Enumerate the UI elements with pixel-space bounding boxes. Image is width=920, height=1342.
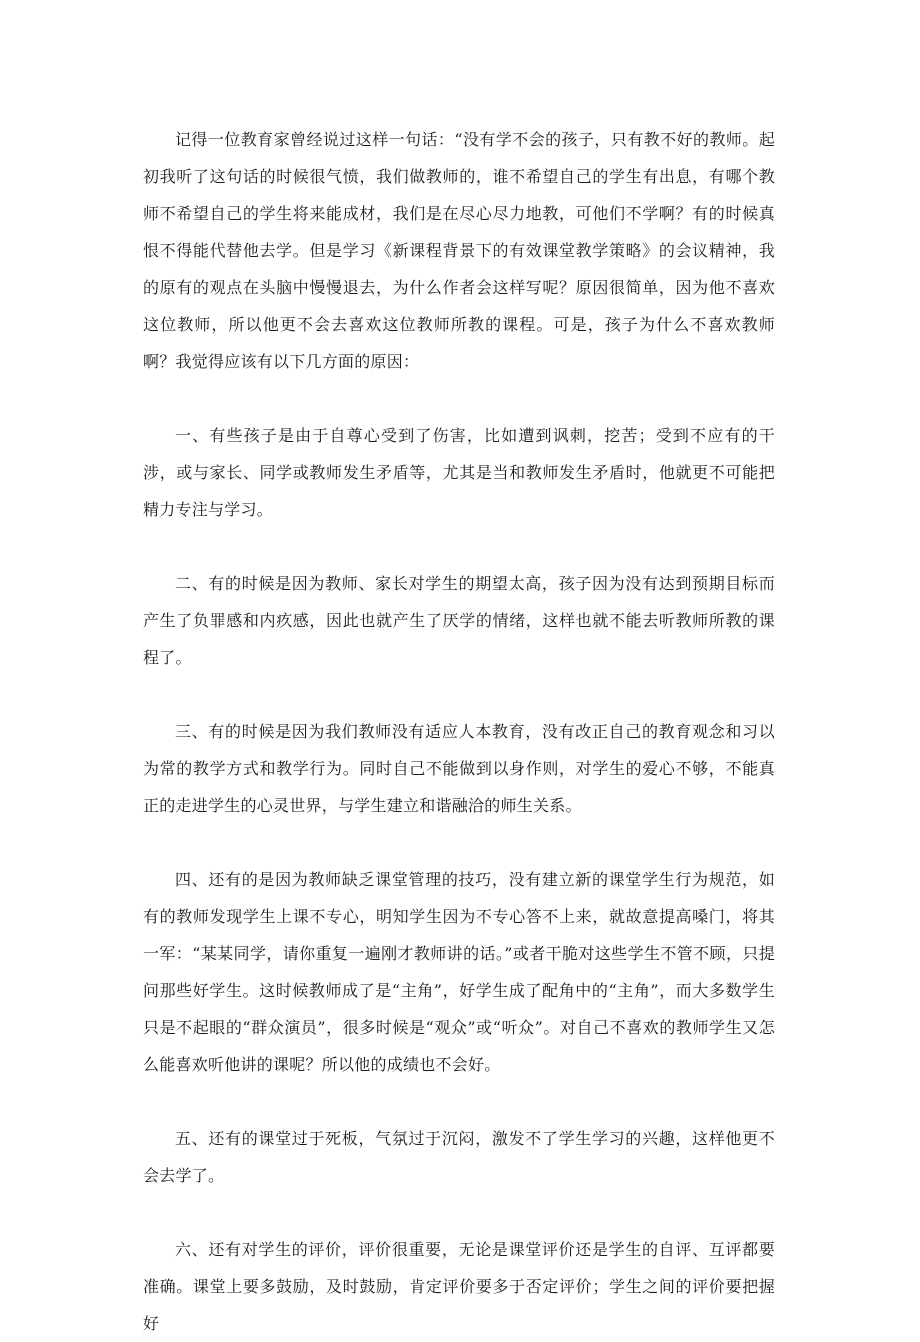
paragraph-intro: 记得一位教育家曾经说过这样一句话：“没有学不会的孩子，只有教不好的教师。起初我听了这句话的时候很气愤，我们做教师的，谁不希望自己的学生有出息，有哪个教师不希望自己的学生将来能成材，我们是在尽心尽力地教，可他们不学啊？有的时候真恨不得能代替他去学。但是学习《新课程背景下的有效课堂教学策略》的会议精神，我的原有的观点在头脑中慢慢退去，为什么作者会这样写呢？原因很简单，因为他不喜欢这位教师，所以他更不会去喜欢这位教师所教的课程。可是，孩子为什么不喜欢教师啊？我觉得应该有以下几方面的原因： bbox=[143, 130, 775, 371]
paragraph-reason-3: 三、有的时候是因为我们教师没有适应人本教育，没有改正自己的教育观念和习以为常的教学方式和教学行为。同时自己不能做到以身作则，对学生的爱心不够，不能真正的走进学生的心灵世界，与学生建立和谐融洽的师生关系。 bbox=[143, 722, 775, 815]
paragraph-reason-5: 五、还有的课堂过于死板，气氛过于沉闷，激发不了学生学习的兴趣，这样他更不会去学了。 bbox=[143, 1129, 775, 1185]
paragraph-reason-4: 四、还有的是因为教师缺乏课堂管理的技巧，没有建立新的课堂学生行为规范，如有的教师发现学生上课不专心，明知学生因为不专心答不上来，就故意提高嗓门，将其一军：“某某同学，请你重复一遍刚才教师讲的话。”或者干脆对这些学生不管不顾，只提问那些好学生。这时候教师成了是“主角”，好学生成了配角中的“主角”，而大多数学生只是不起眼的“群众演员”，很多时候是“观众”或“听众”。对自己不喜欢的教师学生又怎么能喜欢听他讲的课呢？所以他的成绩也不会好。 bbox=[143, 870, 775, 1074]
paragraph-reason-2: 二、有的时候是因为教师、家长对学生的期望太高，孩子因为没有达到预期目标而产生了负罪感和内疚感，因此也就产生了厌学的情绪，这样也就不能去听教师所教的课程了。 bbox=[143, 574, 775, 667]
paragraph-reason-6: 六、还有对学生的评价，评价很重要，无论是课堂评价还是学生的自评、互评都要准确。课堂上要多鼓励，及时鼓励，肯定评价要多于否定评价；学生之间的评价要把握好 bbox=[143, 1240, 775, 1333]
paragraph-reason-1: 一、有些孩子是由于自尊心受到了伤害，比如遭到讽刺，挖苦；受到不应有的干涉，或与家长、同学或教师发生矛盾等，尤其是当和教师发生矛盾时，他就更不可能把精力专注与学习。 bbox=[143, 426, 775, 519]
document-body bbox=[143, 121, 775, 1342]
